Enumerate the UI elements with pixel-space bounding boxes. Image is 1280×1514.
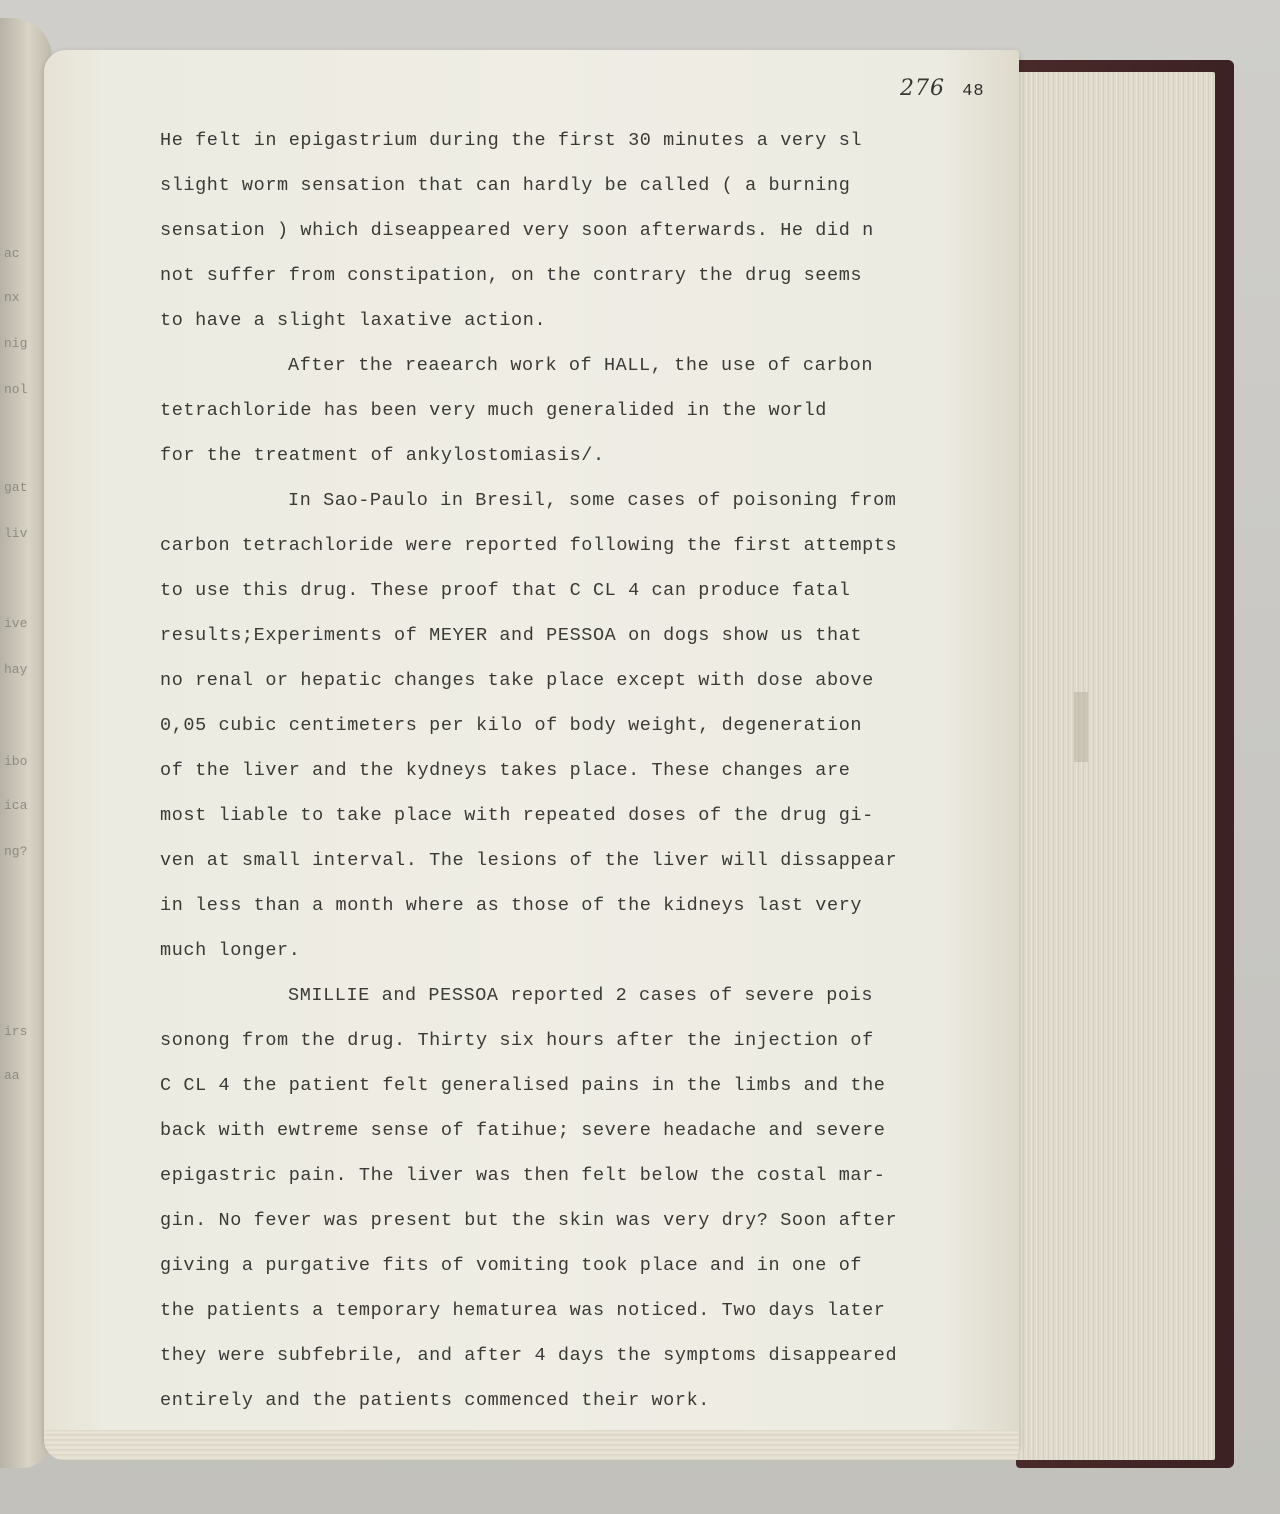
facing-page-fragment: liv (4, 526, 28, 541)
facing-page-fragment: nx (4, 290, 20, 305)
text-line: slight worm sensation that can hardly be called ( a burning (160, 175, 851, 196)
text-line: for the treatment of ankylostomiasis/. (160, 445, 605, 466)
text-line: most liable to take place with repeated doses of the drug gi- (160, 805, 874, 826)
facing-page-fragment: nol (4, 382, 28, 397)
text-line: to use this drug. These proof that C CL 4 can produce fatal (160, 580, 851, 601)
text-line: carbon tetrachloride were reported following the first attempts (160, 535, 898, 556)
facing-page-fragment: ibo (4, 754, 28, 769)
text-line: much longer. (160, 940, 301, 961)
text-line: After the reaearch work of HALL, the use of carbon (288, 355, 874, 376)
text-line: 0,05 cubic centimeters per kilo of body weight, degeneration (160, 715, 863, 736)
facing-page-fragment: gat (4, 480, 28, 495)
text-line: SMILLIE and PESSOA reported 2 cases of severe pois (288, 985, 874, 1006)
facing-page-fragment: irs (4, 1024, 28, 1039)
text-line: C CL 4 the patient felt generalised pains in the limbs and the (160, 1075, 886, 1096)
text-line: results;Experiments of MEYER and PESSOA on dogs show us that (160, 625, 863, 646)
typed-page-number: 48 (962, 82, 985, 101)
typescript-body (160, 118, 980, 1423)
text-line: in less than a month where as those of the kidneys last very (160, 895, 863, 916)
text-line: epigastric pain. The liver was then felt below the costal mar- (160, 1165, 886, 1186)
page-edge-mark (1074, 692, 1088, 762)
facing-page-fragment: hay (4, 662, 28, 677)
text-line: to have a slight laxative action. (160, 310, 547, 331)
text-line: they were subfebrile, and after 4 days the symptoms disappeared (160, 1345, 898, 1366)
text-line: back with ewtreme sense of fatihue; severe headache and severe (160, 1120, 886, 1141)
handwritten-page-number: 276 (900, 76, 945, 101)
text-line: ven at small interval. The lesions of the liver will dissappear (160, 850, 898, 871)
text-line: In Sao-Paulo in Bresil, some cases of poisoning from (288, 490, 897, 511)
facing-page-fragment: ng? (4, 844, 28, 859)
text-line: of the liver and the kydneys takes place. These changes are (160, 760, 851, 781)
text-line: sonong from the drug. Thirty six hours after the injection of (160, 1030, 874, 1051)
page-number (900, 76, 985, 101)
text-line: sensation ) which diseappeared very soon afterwards. He did n (160, 220, 874, 241)
text-line: giving a purgative fits of vomiting took place and in one of (160, 1255, 863, 1276)
text-line: tetrachloride has been very much generalided in the world (160, 400, 828, 421)
facing-page-fragment: ica (4, 798, 28, 813)
facing-page-fragment: ac (4, 246, 20, 261)
text-line: no renal or hepatic changes take place except with dose above (160, 670, 874, 691)
text-line: the patients a temporary hematurea was noticed. Two days later (160, 1300, 886, 1321)
text-line: gin. No fever was present but the skin was very dry? Soon after (160, 1210, 898, 1231)
facing-page-fragment: ive (4, 616, 28, 631)
text-line: not suffer from constipation, on the contrary the drug seems (160, 265, 863, 286)
text-line: He felt in epigastrium during the first 30 minutes a very sl (160, 130, 863, 151)
page-block-edges (1010, 72, 1215, 1460)
text-line: entirely and the patients commenced their work. (160, 1390, 710, 1411)
facing-page-fragment: aa (4, 1068, 20, 1083)
page-stack-bottom (44, 1430, 1019, 1460)
facing-page-fragment: nig (4, 336, 28, 351)
